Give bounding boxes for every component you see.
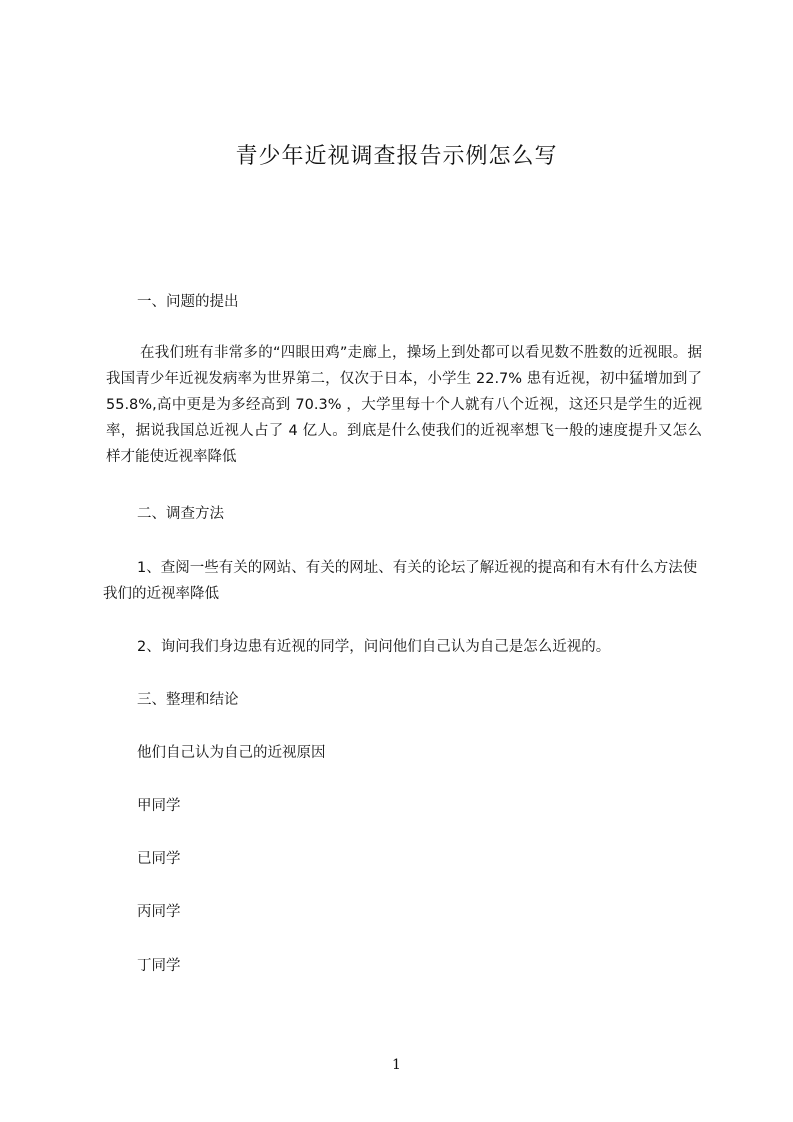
section-heading-conclusion: 三、整理和结论 <box>137 692 239 708</box>
student-d: 丁同学 <box>137 958 181 974</box>
student-a: 甲同学 <box>137 798 181 814</box>
page-number: 1 <box>392 1057 401 1073</box>
student-c: 丙同学 <box>137 904 181 920</box>
problem-paragraph: 在我们班有非常多的“四眼田鸡”走廊上，操场上到处都可以看见数不胜数的近视眼。据我国青少年近视发病率为世界第二，仅次于日本，小学生 22.7% 患有近视，初中猛增加到了 55.8%,高中更是为多经高到 70.3% ，大学里每十个人就有八个近视，这还只是学生的近视率，据说我国总近视人占了 4 亿人。到底是什么使我们的近视率想飞一般的速度提升又怎么样才能使近视率降低 <box>106 345 702 465</box>
section-heading-problem: 一、问题的提出 <box>137 294 239 310</box>
student-b: 已同学 <box>137 851 181 867</box>
conclusion-intro: 他们自己认为自己的近视原因 <box>137 745 326 761</box>
document-title: 青少年近视调查报告示例怎么写 <box>235 144 558 169</box>
section-heading-method: 二、调查方法 <box>137 506 224 522</box>
method-item-2: 2、询问我们身边患有近视的同学，问问他们自己认为自己是怎么近视的。 <box>137 639 611 655</box>
method-item-1: 1、查阅一些有关的网站、有关的网址、有关的论坛了解近视的提高和有木有什么方法使我们的近视率降低 <box>103 560 698 602</box>
